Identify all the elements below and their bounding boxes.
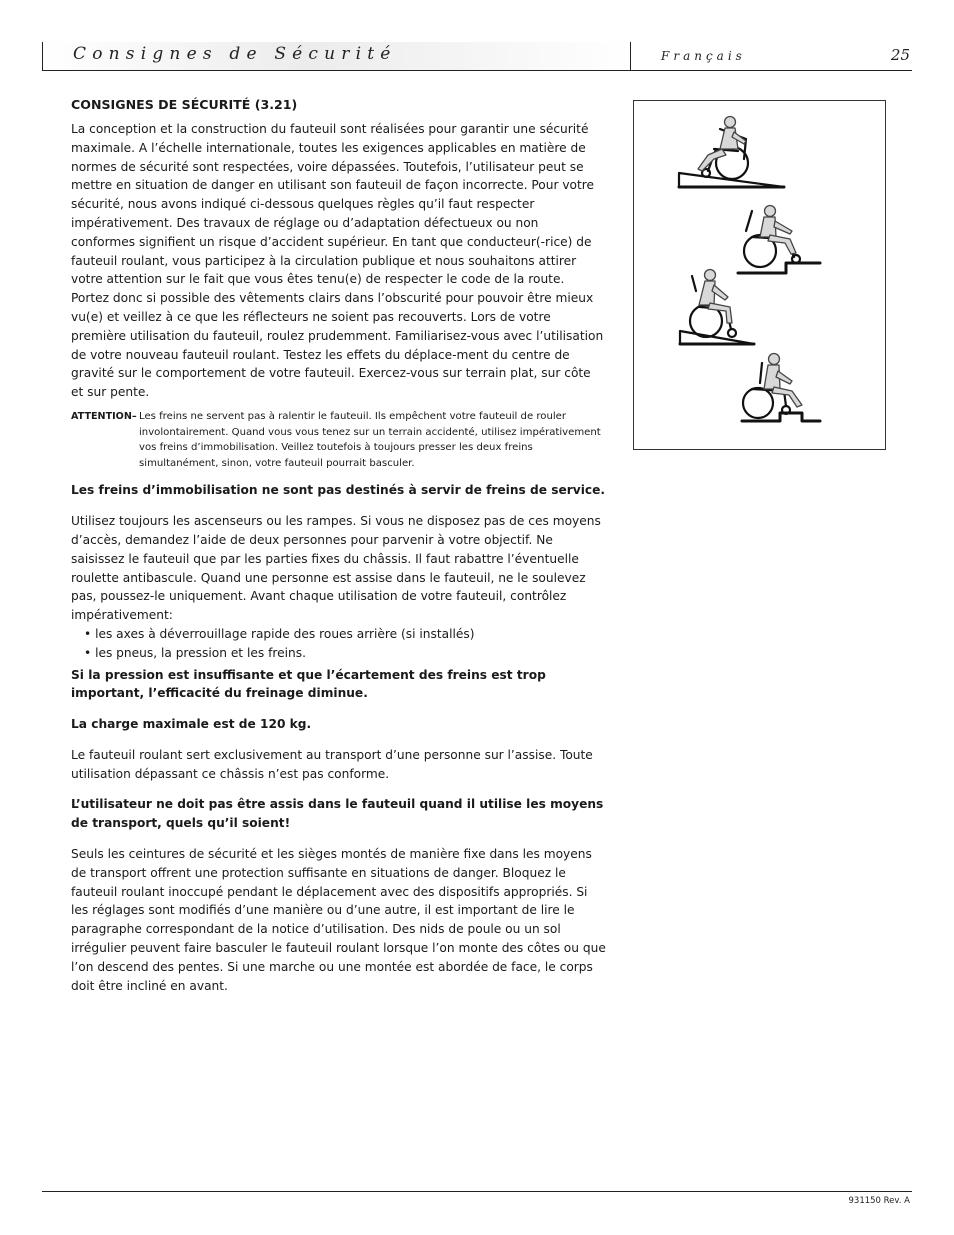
- page-number: 25: [890, 46, 910, 64]
- header-rule: [42, 70, 912, 71]
- page-title: Consignes de Sécurité: [73, 44, 397, 64]
- intro-paragraph: La conception et la construction du fauteuil sont réalisées pour garantir une sécurité maximale. A l’échelle internationale, toutes les exigences applicables en matière de normes de sécurité sont respectées, voire dépassées. Toutefois, l’utilisateur peut se mettre en situation de danger en utilisant son fauteuil de façon incorrecte. Pour votre sécurité, nous avons indiqué ci-dessous quelques règles qu’il faut respecter impérativement. Des travaux de réglage ou d’adaptation défectueux ou non conformes signifient un risque d’accident supérieur. En tant que conducteur(-rice) de fauteuil roulant, vous participez à la circulation publique et nous souhaitons attirer votre attention sur le fait que vous êtes tenu(e) de respecter le code de la route. Portez donc si possible des vêtements clairs dans l’obscurité pour pouvoir être mieux vu(e) et veillez à ce que les réflecteurs ne soient pas recouverts. Lors de votre première utilisation du fauteuil, roulez prudemment. Familiarisez-vous avec l’utilisation de votre nouveau fauteuil roulant. Testez les effets du déplace-ment du centre de gravité sur le comportement de votre fauteuil. Exercez-vous sur terrain plat, sur côte et sur pente.: [71, 122, 604, 400]
- main-content: [71, 96, 606, 995]
- section-heading: CONSIGNES DE SÉCURITÉ (3.21): [71, 97, 298, 112]
- check-list: [71, 625, 606, 663]
- attention-note: [71, 409, 606, 471]
- attention-label: ATTENTION–: [71, 410, 137, 422]
- attention-text: Les freins ne servent pas à ralentir le fauteuil. Ils empêchent votre fauteuil de rouler involontairement. Quand vous vous tenez sur un terrain accidenté, utilisez impérativement vos freins d’immobilisation. Veillez toutefois à toujours presser les deux freins simultanément, sinon, votre fauteuil pourrait basculer.: [139, 410, 601, 469]
- safety-illustration: [633, 100, 886, 450]
- header-divider: [630, 42, 631, 71]
- transport-paragraph: Le fauteuil roulant sert exclusivement au transport d’une personne sur l’assise. Toute utilisation dépassant ce châssis n’est pas conforme.: [71, 747, 593, 781]
- header-title-bar: [42, 42, 632, 70]
- list-item: • les axes à déverrouillage rapide des roues arrière (si installés): [84, 625, 606, 644]
- transport-warning: L’utilisateur ne doit pas être assis dans le fauteuil quand il utilise les moyens de transport, quels qu’il soient!: [71, 797, 604, 831]
- closing-paragraph: Seuls les ceintures de sécurité et les sièges montés de manière fixe dans les moyens de transport offrent une protection suffisante en situations de danger. Bloquez le fauteuil roulant inoccupé pendant le déplacement avec des dispositifs appropriés. Si les réglages sont modifiés d’une manière ou d’une autre, il est important de lire le paragraphe correspondant de la notice d’utilisation. Des nids de poule ou un sol irrégulier peuvent faire basculer le fauteuil roulant lorsque l’on monte des côtes ou que l’on descend des pentes. Si une marche ou une montée est abordée de face, le corps doit être incliné en avant.: [71, 847, 606, 993]
- access-paragraph: Utilisez toujours les ascenseurs ou les rampes. Si vous ne disposez pas de ces moyens d’accès, demandez l’aide de deux personnes pour parvenir à votre objectif. Ne saisissez le fauteuil que par les parties fixes du châssis. Il faut rabattre l’éventuelle roulette antibascule. Quand une personne est assise dans le fauteuil, ne le soulevez pas, poussez-le uniquement. Avant chaque utilisation de votre fauteuil, contrôlez impérativement:: [71, 514, 601, 623]
- footer-rule: [42, 1191, 912, 1192]
- brakes-warning: Les freins d’immobilisation ne sont pas destinés à servir de freins de service.: [71, 483, 606, 498]
- list-item: • les pneus, la pression et les freins.: [84, 644, 606, 663]
- document-code: 931150 Rev. A: [848, 1196, 910, 1206]
- language-label: Français: [661, 49, 746, 63]
- wheelchair-illustration-icon: [634, 101, 885, 449]
- pressure-warning: Si la pression est insuffisante et que l’écartement des freins est trop important, l’efficacité du freinage diminue.: [71, 667, 546, 701]
- max-load-note: La charge maximale est de 120 kg.: [71, 717, 312, 732]
